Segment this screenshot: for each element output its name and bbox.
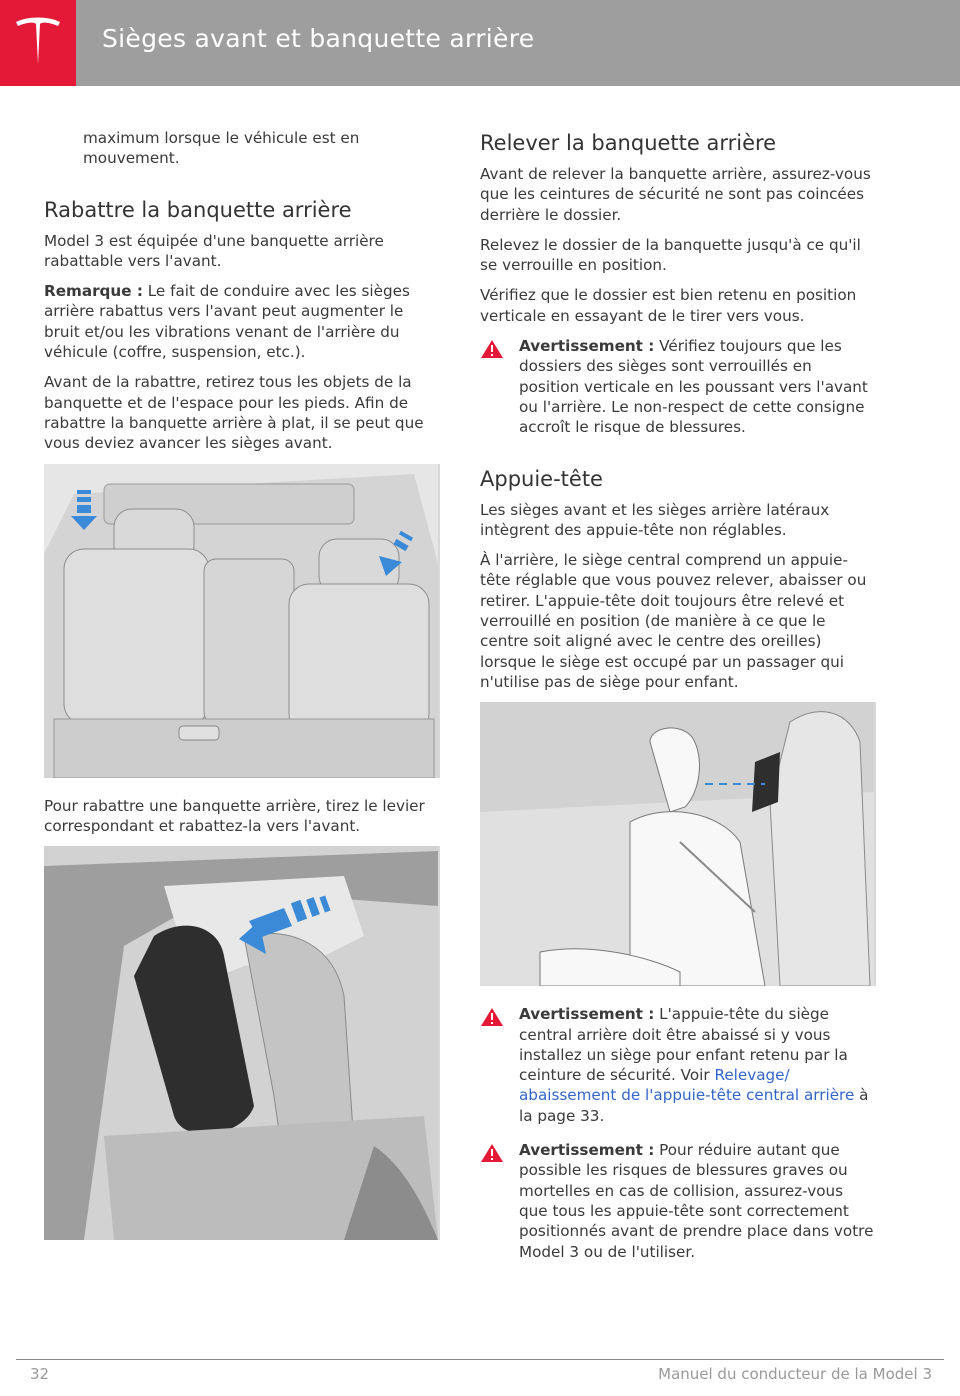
footer-divider xyxy=(16,1359,944,1360)
warning-body: Pour réduire autant que possible les risques de blessures graves ou mortelles en cas de collision, assurez-vous que tous les appuie-tête sont correctement positionnés avant de prendre place dans votre Model 3 ou de l'utiliser. xyxy=(519,1141,874,1261)
fold-instruction-paragraph: Pour rabattre une banquette arrière, tirez le levier correspondant et rabattez-la vers l'avant. xyxy=(44,796,425,835)
page-title: Sièges avant et banquette arrière xyxy=(102,24,535,53)
warning-text xyxy=(519,1004,876,1126)
tesla-logo-icon xyxy=(12,14,64,72)
warning-triangle-icon xyxy=(480,1007,504,1027)
warning-body-end: à la page 33. xyxy=(519,1086,869,1125)
section-title-fold: Rabattre la banquette arrière xyxy=(44,197,352,222)
continuation-text: maximum lorsque le véhicule est en mouvement. xyxy=(83,129,360,168)
headrest-paragraph-1: Les sièges avant et les sièges arrière latéraux intègrent des appuie-tête non réglables. xyxy=(480,500,830,539)
note-label: Remarque : xyxy=(44,282,143,301)
warning-text xyxy=(519,1140,876,1262)
warning-body: L'appuie-tête du siège central arrière doit être abaissé si y vous installez un siège pour enfant retenu par la ceinture de sécurité. Voir xyxy=(519,1005,848,1085)
warning-body: Vérifiez toujours que les dossiers des sièges sont verrouillés en position verticale en les poussant vers l'avant ou l'arrière. Le non-respect de cette consigne accroît le risque de blessures. xyxy=(519,337,868,437)
left-column xyxy=(44,128,440,1258)
manual-title: Manuel du conducteur de la Model 3 xyxy=(658,1365,932,1383)
warning-label: Avertissement : xyxy=(519,337,655,356)
fold-prep-paragraph: Avant de la rabattre, retirez tous les objets de la banquette et de l'espace pour les pieds. Afin de rabattre la banquette arrière à plat, il se peut que vous deviez avancer les sièges avant. xyxy=(44,373,424,453)
section-title-headrest: Appuie-tête xyxy=(480,466,603,491)
page-header xyxy=(0,0,960,86)
headrest-adjust-link[interactable]: Relevage/ abaissement de l'appuie-tête central arrière xyxy=(519,1066,855,1105)
section-title-raise: Relever la banquette arrière xyxy=(480,131,777,155)
warning-label: Avertissement : xyxy=(519,1005,655,1024)
warning-headrest-position xyxy=(480,1140,876,1262)
rear-seat-levers-illustration xyxy=(44,464,440,778)
raise-paragraph-3: Vérifiez que le dossier est bien retenu en position verticale en essayant de le tirer vers vous. xyxy=(480,286,857,325)
headrest-paragraph-2: À l'arrière, le siège central comprend un appuie-tête réglable que vous pouvez relever, abaisser ou retirer. L'appuie-tête doit toujours être relevé et verrouillé en position (de manière à ce que le centre soit aligné avec le centre des oreilles) lorsque le siège est occupé par un passager qui n'utilise pas de siège pour enfant. xyxy=(480,551,867,691)
note-text: Le fait de conduire avec les sièges arrière rabattus vers l'avant peut augmenter le bruit et/ou les vibrations venant de l'arrière du véhicule (coffre, suspension, etc.). xyxy=(44,282,410,362)
fold-intro-paragraph: Model 3 est équipée d'une banquette arrière rabattable vers l'avant. xyxy=(44,231,384,270)
warning-seat-lock xyxy=(480,336,876,437)
brand-logo-box xyxy=(0,0,76,86)
warning-triangle-icon xyxy=(480,1143,504,1163)
headrest-position-illustration xyxy=(480,702,876,986)
warning-triangle-icon xyxy=(480,339,504,359)
folding-rear-seat-illustration xyxy=(44,846,440,1240)
note-paragraph xyxy=(44,281,440,362)
right-column xyxy=(480,130,876,1276)
page-number: 32 xyxy=(30,1365,50,1383)
warning-text xyxy=(519,336,876,437)
raise-paragraph-2: Relevez le dossier de la banquette jusqu'à ce qu'il se verrouille en position. xyxy=(480,235,861,275)
warning-child-seat xyxy=(480,1004,876,1126)
warning-label: Avertissement : xyxy=(519,1141,655,1160)
raise-paragraph-1: Avant de relever la banquette arrière, assurez-vous que les ceintures de sécurité ne sont pas coincées derrière le dossier. xyxy=(480,165,871,224)
